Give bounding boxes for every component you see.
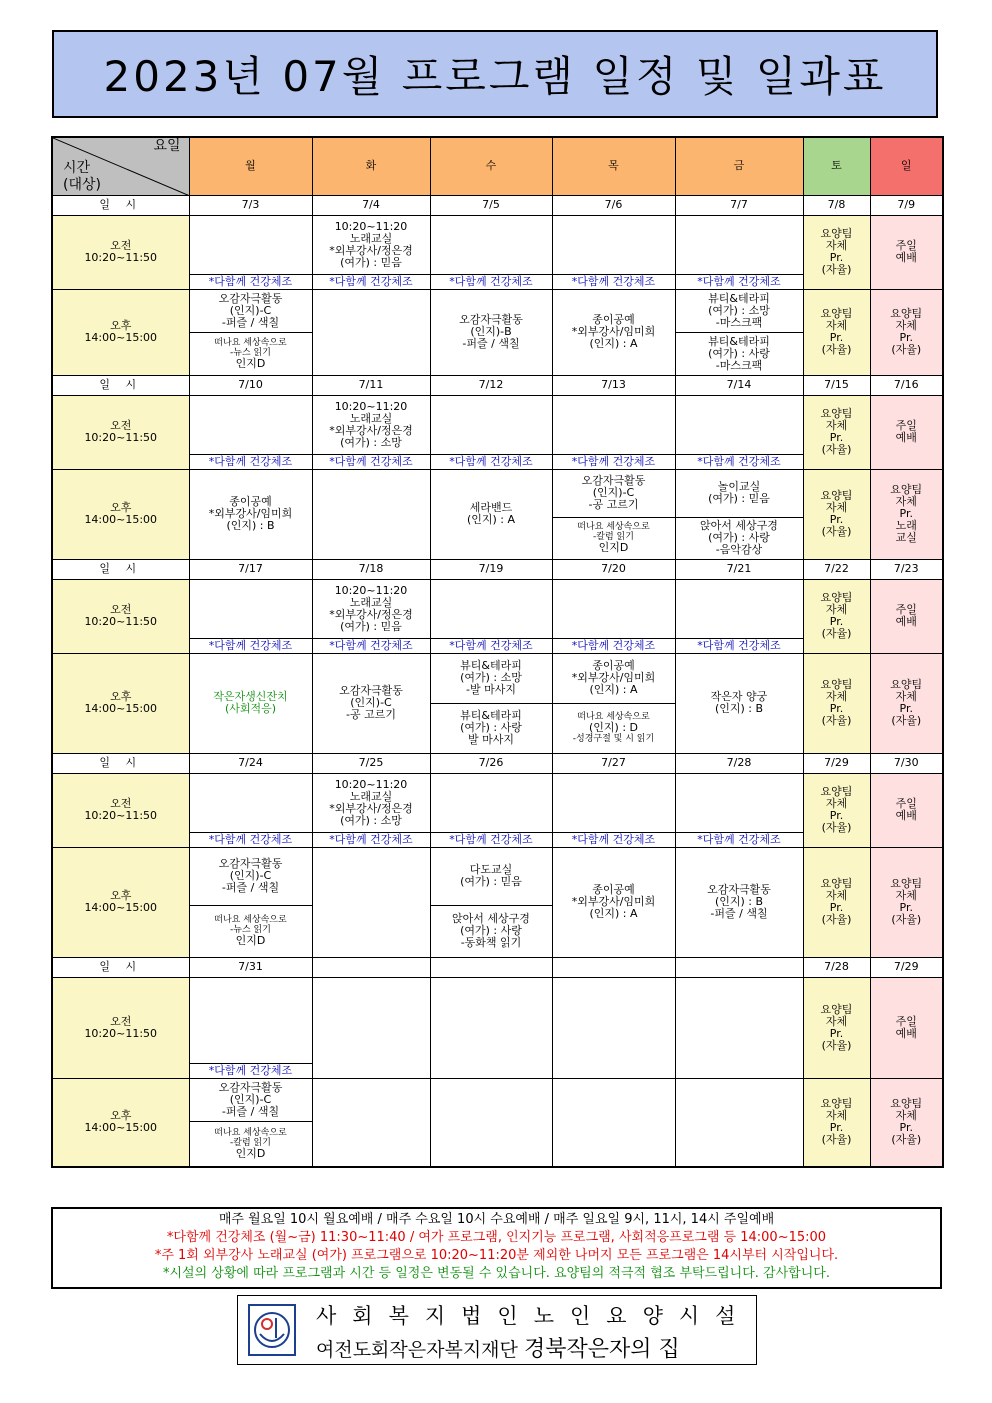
sat-am-cell: 요양팀 자체 Pr. (자율) [803, 977, 870, 1078]
program-cell [552, 579, 675, 638]
program-target: 인지D [235, 356, 266, 370]
date-cell: 7/30 [870, 753, 943, 773]
program-subtext: -성경구절 및 시 읽기 [572, 734, 655, 744]
am-row [52, 977, 943, 1063]
program-cell: 오감자극활동 (인지)-B -퍼즐 / 색칠 [430, 289, 552, 375]
health-exercise: *다함께 건강체조 [430, 832, 552, 847]
sat-pm-cell: 요양팀 자체 Pr. (자율) [803, 469, 870, 559]
pm-label: 오후 [110, 1109, 132, 1123]
sat-pm-cell: 요양팀 자체 Pr. (자율) [803, 289, 870, 375]
pm-time: 14:00~15:00 [84, 513, 158, 526]
program-target: 인지D [235, 1146, 266, 1160]
health-exercise: *다함께 건강체조 [675, 832, 803, 847]
am-label: 오전 [110, 419, 132, 432]
health-exercise: *다함께 건강체조 [189, 1063, 312, 1078]
program-cell [189, 905, 312, 957]
program-cell: 세라밴드 (인지) : A [430, 469, 552, 559]
health-exercise: *다함께 건강체조 [552, 454, 675, 469]
date-cell: 7/5 [430, 195, 552, 215]
date-cell: 7/21 [675, 559, 803, 579]
am-time: 10:20~11:50 [84, 431, 158, 444]
sun-pm-cell: 요양팀 자체 Pr. (자율) [870, 847, 943, 957]
date-cell: 7/28 [803, 957, 870, 977]
program-cell [430, 977, 552, 1078]
program-cell [552, 977, 675, 1078]
date-cell: 7/11 [312, 375, 430, 395]
footer-line-4: *시설의 상황에 따라 프로그램과 시간 등 일정은 변동될 수 있습니다. 요양팀의 적극적 협조 부탁드립니다. 감사합니다. [163, 1266, 830, 1281]
pm-label: 오후 [110, 319, 132, 332]
sun-pm-cell: 요양팀 자체 Pr. (자율) [870, 1078, 943, 1167]
program-cell [189, 395, 312, 454]
program-cell: 뷰티&테라피 (여가) : 사랑 발 마사지 [430, 703, 552, 753]
date-cell: 7/28 [675, 753, 803, 773]
date-cell [675, 957, 803, 977]
program-cell: 오감자극활동 (인지)-C -퍼즐 / 색칠 [189, 847, 312, 905]
program-cell: 종이공예 *외부강사/임미희 (인지) : A [552, 847, 675, 957]
pm-time: 14:00~15:00 [84, 901, 158, 914]
program-cell: 뷰티&테라피 (여가) : 소망 -발 마사지 [430, 653, 552, 703]
program-cell: 오감자극활동 (인지) : B -퍼즐 / 색칠 [675, 847, 803, 957]
program-cell: 앉아서 세상구경 (여가) : 사랑 -동화책 읽기 [430, 905, 552, 957]
corner-day-label: 요일 [153, 138, 181, 154]
sun-am-cell: 주일 예배 [870, 395, 943, 469]
health-exercise: *다함께 건강체조 [430, 274, 552, 289]
health-exercise: *다함께 건강체조 [430, 454, 552, 469]
program-cell [189, 773, 312, 832]
organization-stamp [237, 1295, 757, 1365]
date-cell: 7/24 [189, 753, 312, 773]
date-cell: 7/13 [552, 375, 675, 395]
program-cell [552, 517, 675, 559]
program-cell: 작은자 양궁 (인지) : B [675, 653, 803, 753]
date-cell: 7/7 [675, 195, 803, 215]
sat-am-cell: 요양팀 자체 Pr. (자율) [803, 215, 870, 289]
stamp-line-1: 사회복지법인노인요양시설 [316, 1304, 752, 1328]
pm-time-cell [52, 847, 189, 957]
health-exercise: *다함께 건강체조 [675, 638, 803, 653]
health-exercise: *다함께 건강체조 [312, 454, 430, 469]
health-exercise: *다함께 건강체조 [189, 638, 312, 653]
sat-am-cell: 요양팀 자체 Pr. (자율) [803, 395, 870, 469]
program-subtext: 떠나요 세상속으로 -칼럼 읽기 [577, 522, 650, 542]
date-cell [552, 957, 675, 977]
program-target: (인지) : D [588, 721, 638, 734]
am-row [52, 215, 943, 274]
health-exercise: *다함께 건강체조 [189, 454, 312, 469]
am-time: 10:20~11:50 [84, 615, 158, 628]
day-header-wed: 수 [430, 137, 552, 195]
sat-am-cell: 요양팀 자체 Pr. (자율) [803, 579, 870, 653]
date-row [52, 559, 943, 579]
program-cell [552, 395, 675, 454]
program-cell: 뷰티&테라피 (여가) : 사랑 -마스크팩 [675, 332, 803, 375]
program-target: 인지D [235, 934, 266, 947]
am-time-cell [52, 215, 189, 289]
date-cell: 7/18 [312, 559, 430, 579]
date-cell: 7/26 [430, 753, 552, 773]
program-cell [312, 977, 430, 1078]
program-cell [430, 215, 552, 274]
pm-time-cell [52, 1078, 189, 1167]
am-time-cell [52, 395, 189, 469]
pm-row [52, 1078, 943, 1121]
program-cell: 10:20~11:20 노래교실 *외부강사/정은경 (여가) : 믿음 [312, 579, 430, 638]
program-target: 인지D [598, 541, 629, 554]
program-cell [312, 289, 430, 375]
program-cell [430, 1078, 552, 1167]
program-cell [430, 395, 552, 454]
day-header-sun: 일 [870, 137, 943, 195]
health-exercise: *다함께 건강체조 [189, 274, 312, 289]
corner-target-label: (대상) [63, 177, 101, 193]
day-header-mon: 월 [189, 137, 312, 195]
program-cell [312, 469, 430, 559]
pm-time: 14:00~15:00 [84, 702, 158, 715]
sat-pm-cell: 요양팀 자체 Pr. (자율) [803, 653, 870, 753]
pm-time-cell [52, 289, 189, 375]
date-cell: 7/16 [870, 375, 943, 395]
health-exercise: *다함께 건강체조 [675, 454, 803, 469]
date-row [52, 375, 943, 395]
date-cell: 7/14 [675, 375, 803, 395]
am-time: 10:20~11:50 [84, 809, 158, 822]
date-cell [430, 957, 552, 977]
health-exercise: *다함께 건강체조 [312, 832, 430, 847]
sun-am-cell: 주일 예배 [870, 579, 943, 653]
program-cell [675, 773, 803, 832]
day-header-tue: 화 [312, 137, 430, 195]
date-cell: 7/22 [803, 559, 870, 579]
am-row [52, 773, 943, 832]
footer-notes [51, 1207, 942, 1289]
health-exercise: *다함께 건강체조 [312, 274, 430, 289]
sat-pm-cell: 요양팀 자체 Pr. (자율) [803, 847, 870, 957]
program-cell [675, 579, 803, 638]
date-row-label: 일 시 [52, 957, 189, 977]
pm-row [52, 847, 943, 905]
health-exercise: *다함께 건강체조 [552, 274, 675, 289]
date-cell: 7/6 [552, 195, 675, 215]
am-time-cell [52, 579, 189, 653]
program-cell: 종이공예 *외부강사/임미희 (인지) : A [552, 289, 675, 375]
program-subtext: 떠나요 세상속으로 -뉴스 읽기 [214, 915, 287, 935]
program-cell: 오감자극활동 (인지)-C -공 고르기 [312, 653, 430, 753]
health-exercise: *다함께 건강체조 [552, 832, 675, 847]
pm-row [52, 289, 943, 332]
am-label: 오전 [110, 1014, 132, 1028]
sun-am-cell: 주일 예배 [870, 215, 943, 289]
health-exercise: *다함께 건강체조 [552, 638, 675, 653]
program-cell [189, 579, 312, 638]
pm-label: 오후 [110, 889, 132, 902]
date-row [52, 753, 943, 773]
date-row-label: 일 시 [52, 753, 189, 773]
program-cell [312, 1078, 430, 1167]
program-subtext: 떠나요 세상속으로 [577, 712, 650, 722]
date-row-label: 일 시 [52, 195, 189, 215]
date-row [52, 957, 943, 977]
program-cell [189, 215, 312, 274]
program-cell [552, 215, 675, 274]
program-cell: 오감자극활동 (인지)-C -퍼즐 / 색칠 [189, 289, 312, 332]
program-cell [552, 703, 675, 753]
program-cell [189, 1121, 312, 1167]
date-cell: 7/4 [312, 195, 430, 215]
pm-time-cell [52, 469, 189, 559]
date-row [52, 195, 943, 215]
am-row [52, 579, 943, 638]
stamp-facility-name: 경북작은자의 집 [523, 1337, 680, 1362]
program-cell [675, 1078, 803, 1167]
schedule-table [51, 136, 944, 1168]
program-cell [675, 977, 803, 1078]
header-row [52, 137, 943, 195]
pm-row [52, 469, 943, 517]
am-time-cell [52, 977, 189, 1078]
footer-line-3: *주 1회 외부강사 노래교실 (여가) 프로그램으로 10:20~11:20분 제외한 나머지 모든 프로그램은 14시부터 시작입니다. [154, 1248, 839, 1263]
page-title: 2023년 07월 프로그램 일정 및 일과표 [103, 52, 887, 101]
am-label: 오전 [110, 797, 132, 810]
program-cell: 오감자극활동 (인지)-C -퍼즐 / 색칠 [189, 1078, 312, 1121]
am-time: 10:20~11:50 [84, 251, 158, 264]
date-row-label: 일 시 [52, 375, 189, 395]
sun-pm-cell: 요양팀 자체 Pr. 노래 교실 [870, 469, 943, 559]
program-subtext: 떠나요 세상속으로 -칼럼 읽기 [214, 1127, 287, 1148]
program-subtext: 떠나요 세상속으로 -뉴스 읽기 [214, 337, 287, 358]
program-cell: 10:20~11:20 노래교실 *외부강사/정은경 (여가) : 소망 [312, 395, 430, 454]
health-exercise: *다함께 건강체조 [430, 638, 552, 653]
pm-label: 오후 [110, 501, 132, 514]
program-cell: 다도교실 (여가) : 믿음 [430, 847, 552, 905]
sat-am-cell: 요양팀 자체 Pr. (자율) [803, 773, 870, 847]
am-row [52, 395, 943, 454]
corner-time-label: 시간 [63, 160, 91, 176]
pm-row [52, 653, 943, 703]
program-cell: 종이공예 *외부강사/임미희 (인지) : A [552, 653, 675, 703]
am-label: 오전 [110, 603, 132, 616]
program-cell: 놀이교실 (여가) : 믿음 [675, 469, 803, 517]
date-cell: 7/29 [870, 957, 943, 977]
date-row-label: 일 시 [52, 559, 189, 579]
date-cell: 7/9 [870, 195, 943, 215]
footer-line-1: 매주 월요일 10시 월요예배 / 매주 수요일 10시 수요예배 / 매주 일요일 9시, 11시, 14시 주일예배 [218, 1212, 775, 1227]
program-cell [675, 215, 803, 274]
sat-pm-cell: 요양팀 자체 Pr. (자율) [803, 1078, 870, 1167]
footer-line-2: *다함께 건강체조 (월~금) 11:30~11:40 / 여가 프로그램, 인지기능 프로그램, 사회적응프로그램 등 14:00~15:00 [166, 1230, 827, 1245]
date-cell: 7/31 [189, 957, 312, 977]
sun-pm-cell: 요양팀 자체 Pr. (자율) [870, 653, 943, 753]
sun-am-cell: 주일 예배 [870, 773, 943, 847]
day-header-sat: 토 [803, 137, 870, 195]
organization-logo-icon [248, 1304, 296, 1356]
sun-am-cell: 주일 예배 [870, 977, 943, 1078]
program-cell: 앉아서 세상구경 (여가) : 사랑 -음악감상 [675, 517, 803, 559]
am-label: 오전 [110, 239, 132, 252]
stamp-line-2 [316, 1332, 680, 1363]
header-corner [52, 137, 189, 195]
date-cell: 7/19 [430, 559, 552, 579]
health-exercise: *다함께 건강체조 [675, 274, 803, 289]
program-cell [675, 395, 803, 454]
program-cell: 작은자생신잔치 (사회적응) [189, 653, 312, 753]
program-cell [189, 332, 312, 375]
health-exercise: *다함께 건강체조 [189, 832, 312, 847]
program-cell: 종이공예 *외부강사/임미희 (인지) : B [189, 469, 312, 559]
day-header-fri: 금 [675, 137, 803, 195]
date-cell: 7/23 [870, 559, 943, 579]
date-cell: 7/12 [430, 375, 552, 395]
date-cell: 7/27 [552, 753, 675, 773]
pm-time: 14:00~15:00 [84, 331, 158, 344]
date-cell: 7/15 [803, 375, 870, 395]
program-cell: 뷰티&테라피 (여가) : 소망 -마스크팩 [675, 289, 803, 332]
health-exercise: *다함께 건강체조 [312, 638, 430, 653]
program-cell: 10:20~11:20 노래교실 *외부강사/정은경 (여가) : 믿음 [312, 215, 430, 274]
program-cell [552, 773, 675, 832]
date-cell [312, 957, 430, 977]
date-cell: 7/25 [312, 753, 430, 773]
pm-label: 오후 [110, 690, 132, 703]
title-banner [52, 30, 938, 118]
date-cell: 7/3 [189, 195, 312, 215]
date-cell: 7/29 [803, 753, 870, 773]
date-cell: 7/10 [189, 375, 312, 395]
program-cell [552, 1078, 675, 1167]
program-cell: 10:20~11:20 노래교실 *외부강사/정은경 (여가) : 소망 [312, 773, 430, 832]
date-cell: 7/8 [803, 195, 870, 215]
date-cell: 7/20 [552, 559, 675, 579]
program-cell: 오감자극활동 (인지)-C -공 고르기 [552, 469, 675, 517]
pm-time-cell [52, 653, 189, 753]
program-cell [312, 847, 430, 957]
am-time: 10:20~11:50 [84, 1026, 158, 1040]
sun-pm-cell: 요양팀 자체 Pr. (자율) [870, 289, 943, 375]
date-cell: 7/17 [189, 559, 312, 579]
program-cell [430, 579, 552, 638]
am-time-cell [52, 773, 189, 847]
stamp-foundation: 여전도회작은자복지재단 [316, 1339, 518, 1361]
program-cell [430, 773, 552, 832]
pm-time: 14:00~15:00 [84, 1121, 158, 1135]
program-cell [189, 977, 312, 1063]
day-header-thu: 목 [552, 137, 675, 195]
